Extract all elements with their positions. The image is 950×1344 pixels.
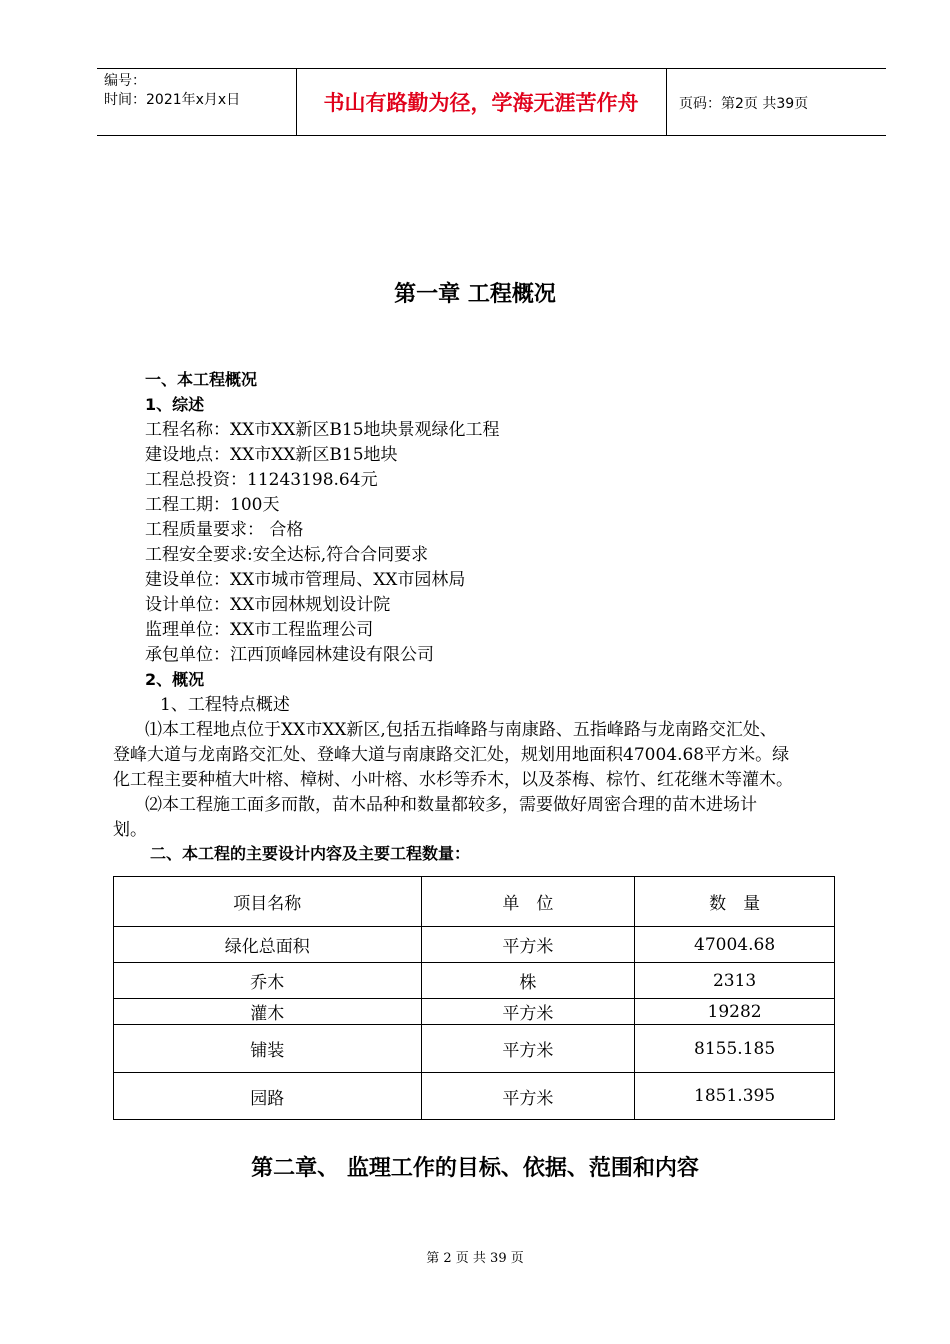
section-2-title: 二、本工程的主要设计内容及主要工程数量： — [150, 844, 471, 863]
table-header-row — [114, 877, 835, 927]
table-cell: 19282 — [635, 999, 835, 1025]
paragraph-1-line: 化工程主要种植大叶榕、樟树、小叶榕、水杉等乔木，以及茶梅、棕竹、红花继木等灌木。 — [113, 770, 793, 790]
table-row — [114, 927, 835, 963]
subsection-1-title: 1、综述 — [145, 395, 205, 414]
page-footer: 第 2 页 共 39 页 — [426, 1251, 524, 1266]
overview-line: 设计单位：XX市园林规划设计院 — [145, 595, 391, 615]
overview-line: 监理单位：XX市工程监理公司 — [145, 620, 374, 640]
subsection-2-title: 2、概况 — [145, 670, 205, 689]
table-cell: 铺装 — [114, 1025, 422, 1073]
table-cell: 株 — [421, 963, 635, 999]
paragraph-1-line: 登峰大道与龙南路交汇处、登峰大道与南康路交汇处，规划用地面积47004.68平方米。绿 — [113, 745, 790, 765]
table-row — [114, 963, 835, 999]
table-cell: 乔木 — [114, 963, 422, 999]
table-header-cell: 单 位 — [421, 877, 635, 927]
table-header-cell: 项目名称 — [114, 877, 422, 927]
overview-line: 工程工期：100天 — [145, 495, 280, 515]
paragraph-2-line: ⑵本工程施工面多而散，苗木品种和数量都较多，需要做好周密合理的苗木进场计 — [145, 795, 757, 815]
header-motto: 书山有路勤为径，学海无涯苦作舟 — [323, 91, 639, 115]
table-cell: 园路 — [114, 1073, 422, 1120]
table-row — [114, 999, 835, 1025]
header-divider-right — [666, 68, 667, 136]
overview-line: 建设单位：XX市城市管理局、XX市园林局 — [145, 570, 466, 590]
table-row — [114, 1025, 835, 1073]
header-top-rule — [97, 68, 886, 69]
table-cell: 平方米 — [421, 1073, 635, 1120]
quantities-table — [113, 876, 835, 1120]
header-bottom-rule — [97, 135, 886, 136]
overview-line: 承包单位：江西顶峰园林建设有限公司 — [145, 645, 434, 665]
table-cell: 1851.395 — [635, 1073, 835, 1120]
paragraph-1-line: ⑴本工程地点位于XX市XX新区,包括五指峰路与南康路、五指峰路与龙南路交汇处、 — [145, 720, 777, 740]
table-cell: 2313 — [635, 963, 835, 999]
header-page-info: 页码：第2页 共39页 — [679, 96, 809, 112]
overview-line: 工程总投资：11243198.64元 — [145, 470, 378, 490]
paragraph-2-line: 划。 — [113, 820, 147, 840]
overview-line: 建设地点：XX市XX新区B15地块 — [145, 445, 398, 465]
header-number-label: 编号： — [104, 73, 146, 89]
table-cell: 平方米 — [421, 999, 635, 1025]
table-cell: 47004.68 — [635, 927, 835, 963]
overview-line: 工程名称：XX市XX新区B15地块景观绿化工程 — [145, 420, 500, 440]
table-cell: 8155.185 — [635, 1025, 835, 1073]
table-row — [114, 1073, 835, 1120]
table-cell: 平方米 — [421, 927, 635, 963]
subsection-2-item: 1、工程特点概述 — [160, 695, 290, 715]
table-cell: 灌木 — [114, 999, 422, 1025]
table-header-cell: 数 量 — [635, 877, 835, 927]
section-1-title: 一、本工程概况 — [145, 370, 258, 389]
table-cell: 绿化总面积 — [114, 927, 422, 963]
header-time-label: 时间：2021年x月x日 — [104, 92, 241, 108]
overview-line: 工程安全要求:安全达标,符合合同要求 — [145, 545, 429, 565]
chapter-2-title: 第二章、 监理工作的目标、依据、范围和内容 — [251, 1156, 699, 1181]
chapter-1-title: 第一章 工程概况 — [394, 282, 556, 307]
table-cell: 平方米 — [421, 1025, 635, 1073]
overview-line: 工程质量要求： 合格 — [145, 520, 304, 540]
